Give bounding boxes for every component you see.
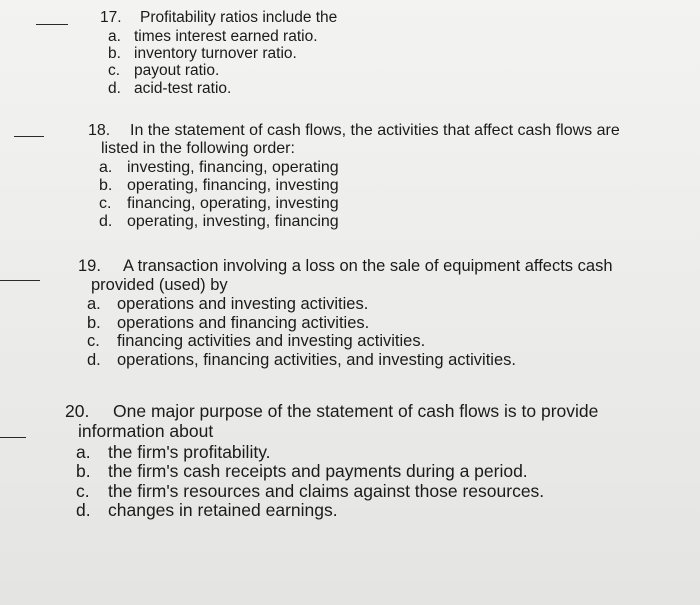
option-text: the firm's profitability. bbox=[108, 441, 271, 462]
option-text: operations and investing activities. bbox=[117, 295, 369, 314]
option-text: payout ratio. bbox=[134, 62, 220, 80]
option-b[interactable] bbox=[87, 314, 613, 332]
answer-blank-19[interactable] bbox=[0, 280, 40, 281]
question-text-continued: provided (used) by bbox=[91, 275, 228, 294]
option-d[interactable] bbox=[76, 501, 598, 521]
option-letter: a. bbox=[108, 27, 121, 45]
question-text-continued: information about bbox=[78, 420, 214, 441]
option-text: financing activities and investing activities. bbox=[117, 332, 426, 351]
option-text: the firm's resources and claims against those resources. bbox=[108, 480, 545, 501]
option-d[interactable] bbox=[99, 213, 620, 231]
question-19 bbox=[78, 257, 613, 369]
option-a[interactable] bbox=[108, 28, 337, 45]
question-17 bbox=[100, 9, 337, 97]
option-letter: d. bbox=[99, 212, 113, 230]
option-text: investing, financing, operating bbox=[127, 159, 339, 177]
option-text: operations and financing activities. bbox=[117, 313, 370, 332]
answer-blank-20[interactable] bbox=[0, 437, 26, 438]
option-c[interactable] bbox=[87, 332, 613, 350]
question-number: 20. bbox=[65, 401, 90, 421]
options-list bbox=[108, 28, 337, 97]
option-text: changes in retained earnings. bbox=[108, 500, 338, 521]
option-c[interactable] bbox=[76, 482, 598, 502]
option-letter: c. bbox=[108, 62, 121, 80]
question-text-continued: listed in the following order: bbox=[101, 140, 295, 158]
option-letter: c. bbox=[99, 194, 112, 212]
question-stem bbox=[78, 257, 613, 276]
option-d[interactable] bbox=[108, 80, 337, 97]
option-letter: c. bbox=[76, 480, 90, 501]
option-a[interactable] bbox=[99, 159, 620, 177]
option-d[interactable] bbox=[87, 351, 613, 369]
option-a[interactable] bbox=[87, 295, 613, 313]
option-text: the firm's cash receipts and payments during a period. bbox=[108, 461, 528, 482]
option-text: acid-test ratio. bbox=[134, 79, 232, 97]
option-c[interactable] bbox=[108, 62, 337, 79]
question-stem bbox=[65, 402, 598, 422]
option-letter: b. bbox=[87, 313, 101, 332]
option-text: operating, investing, financing bbox=[127, 212, 339, 230]
option-text: operations, financing activities, and investing activities. bbox=[117, 350, 516, 369]
options-list bbox=[87, 295, 613, 369]
option-b[interactable] bbox=[108, 45, 337, 62]
option-letter: b. bbox=[108, 44, 121, 62]
option-text: operating, financing, investing bbox=[127, 177, 339, 195]
question-stem bbox=[100, 9, 337, 27]
option-text: times interest earned ratio. bbox=[134, 27, 318, 45]
option-letter: a. bbox=[76, 441, 91, 462]
option-letter: b. bbox=[76, 461, 91, 482]
option-letter: a. bbox=[87, 295, 101, 314]
options-list bbox=[99, 159, 620, 231]
option-letter: d. bbox=[108, 79, 121, 97]
option-text: financing, operating, investing bbox=[127, 194, 339, 212]
option-text: inventory turnover ratio. bbox=[134, 44, 297, 62]
question-number: 19. bbox=[78, 257, 101, 275]
option-b[interactable] bbox=[76, 462, 598, 482]
option-letter: d. bbox=[87, 350, 101, 369]
question-text: Profitability ratios include the bbox=[140, 9, 338, 26]
option-b[interactable] bbox=[99, 177, 620, 195]
option-letter: a. bbox=[99, 159, 113, 177]
question-stem bbox=[88, 122, 620, 140]
question-number: 17. bbox=[100, 9, 122, 26]
question-number: 18. bbox=[88, 122, 111, 139]
option-a[interactable] bbox=[76, 443, 598, 463]
option-letter: b. bbox=[99, 177, 113, 195]
answer-blank-18[interactable] bbox=[14, 136, 44, 137]
question-text: In the statement of cash flows, the activities that affect cash flows are bbox=[130, 122, 620, 139]
option-letter: d. bbox=[76, 500, 91, 521]
option-letter: c. bbox=[87, 332, 100, 351]
options-list bbox=[76, 443, 598, 521]
question-20 bbox=[65, 402, 598, 521]
answer-blank-17[interactable] bbox=[36, 24, 68, 25]
question-18 bbox=[88, 122, 620, 231]
question-text: A transaction involving a loss on the sale of equipment affects cash bbox=[123, 257, 613, 275]
question-text: One major purpose of the statement of cash flows is to provide bbox=[113, 401, 599, 421]
option-c[interactable] bbox=[99, 195, 620, 213]
